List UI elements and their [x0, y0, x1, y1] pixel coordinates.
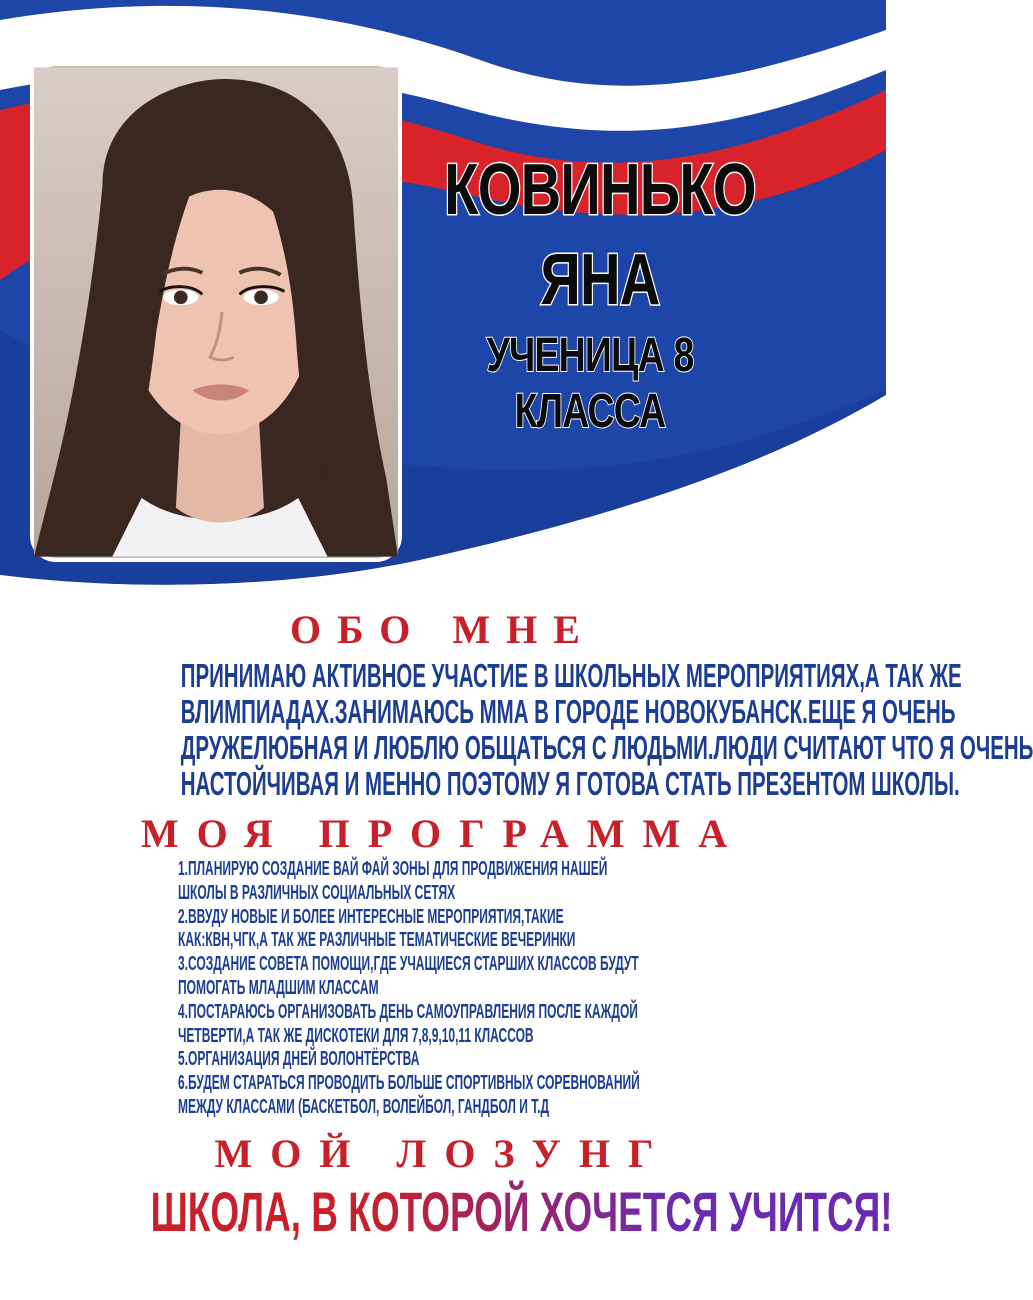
- program-line: 4.ПОСТАРАЮСЬ ОРГАНИЗОВАТЬ ДЕНЬ САМОУПРАВЛЕНИЯ ПОСЛЕ КАЖДОЙ: [178, 1000, 638, 1023]
- program-heading: МОЯ ПРОГРАММА: [140, 811, 746, 856]
- slogan-heading: МОЙ ЛОЗУНГ: [214, 1131, 672, 1176]
- program-line: 2.ВВУДУ НОВЫЕ И БОЛЕЕ ИНТЕРЕСНЫЕ МЕРОПРИЯТИЯ,ТАКИЕ: [178, 905, 564, 928]
- program-line: 6.БУДЕМ СТАРАТЬСЯ ПРОВОДИТЬ БОЛЬШЕ СПОРТИВНЫХ СОРЕВНОВАНИЙ: [178, 1072, 640, 1095]
- slogan-gradient-text: ШКОЛА, В КОТОРОЙ ХОЧЕТСЯ УЧИТСЯ!: [150, 1180, 893, 1243]
- program-line: ЧЕТВЕРТИ,А ТАК ЖЕ ДИСКОТЕКИ ДЛЯ 7,8,9,10,11 КЛАССОВ: [178, 1024, 534, 1047]
- about-line: ПРИНИМАЮ АКТИВНОЕ УЧАСТИЕ В ШКОЛЬНЫХ МЕРОПРИЯТИЯХ,А ТАК ЖЕ: [180, 657, 962, 694]
- candidate-grade: УЧЕНИЦА 8 КЛАССА: [486, 329, 694, 438]
- about-line: НАСТОЙЧИВАЯ И МЕННО ПОЭТОМУ Я ГОТОВА СТАТЬ ПРЕЗЕНТОМ ШКОЛЫ.: [180, 765, 960, 802]
- program-line: ПОМОГАТЬ МЛАДШИМ КЛАССАМ: [178, 976, 379, 999]
- portrait-image: [34, 66, 398, 558]
- about-text: [180, 657, 1033, 802]
- program-line: КАК:КВН,ЧГК,А ТАК ЖЕ РАЗЛИЧНЫЕ ТЕМАТИЧЕСКИЕ ВЕЧЕРИНКИ: [178, 929, 576, 952]
- candidate-photo: [30, 62, 402, 562]
- program-list: [178, 858, 718, 1120]
- program-line: 5.ОРГАНИЗАЦИЯ ДНЕЙ ВОЛОНТЁРСТВА: [178, 1048, 420, 1071]
- program-line: 1.ПЛАНИРУЮ СОЗДАНИЕ ВАЙ ФАЙ ЗОНЫ ДЛЯ ПРОДВИЖЕНИЯ НАШЕЙ: [178, 858, 608, 880]
- program-line: МЕЖДУ КЛАССАМИ (БАСКЕТБОЛ, ВОЛЕЙБОЛ, ГАНДБОЛ И Т.Д: [178, 1095, 550, 1118]
- candidate-surname: КОВИНЬКО: [444, 150, 756, 230]
- program-line: ШКОЛЫ В РАЗЛИЧНЫХ СОЦИАЛЬНЫХ СЕТЯХ: [178, 881, 456, 904]
- about-line: ВЛИМПИАДАХ.ЗАНИМАЮСЬ ММА В ГОРОДЕ НОВОКУБАНСК.ЕЩЕ Я ОЧЕНЬ: [180, 693, 956, 730]
- about-heading: ОБО МНЕ: [290, 607, 596, 652]
- candidate-first-name: ЯНА: [540, 240, 660, 320]
- about-line: ДРУЖЕЛЮБНАЯ И ЛЮБЛЮ ОБЩАТЬСЯ С ЛЮДЬМИ.ЛЮДИ СЧИТАЮТ ЧТО Я ОЧЕНЬ: [180, 729, 1033, 766]
- program-line: 3.СОЗДАНИЕ СОВЕТА ПОМОЩИ,ГДЕ УЧАЩИЕСЯ СТАРШИХ КЛАССОВ БУДУТ: [178, 953, 639, 976]
- slogan-text: [150, 1180, 893, 1244]
